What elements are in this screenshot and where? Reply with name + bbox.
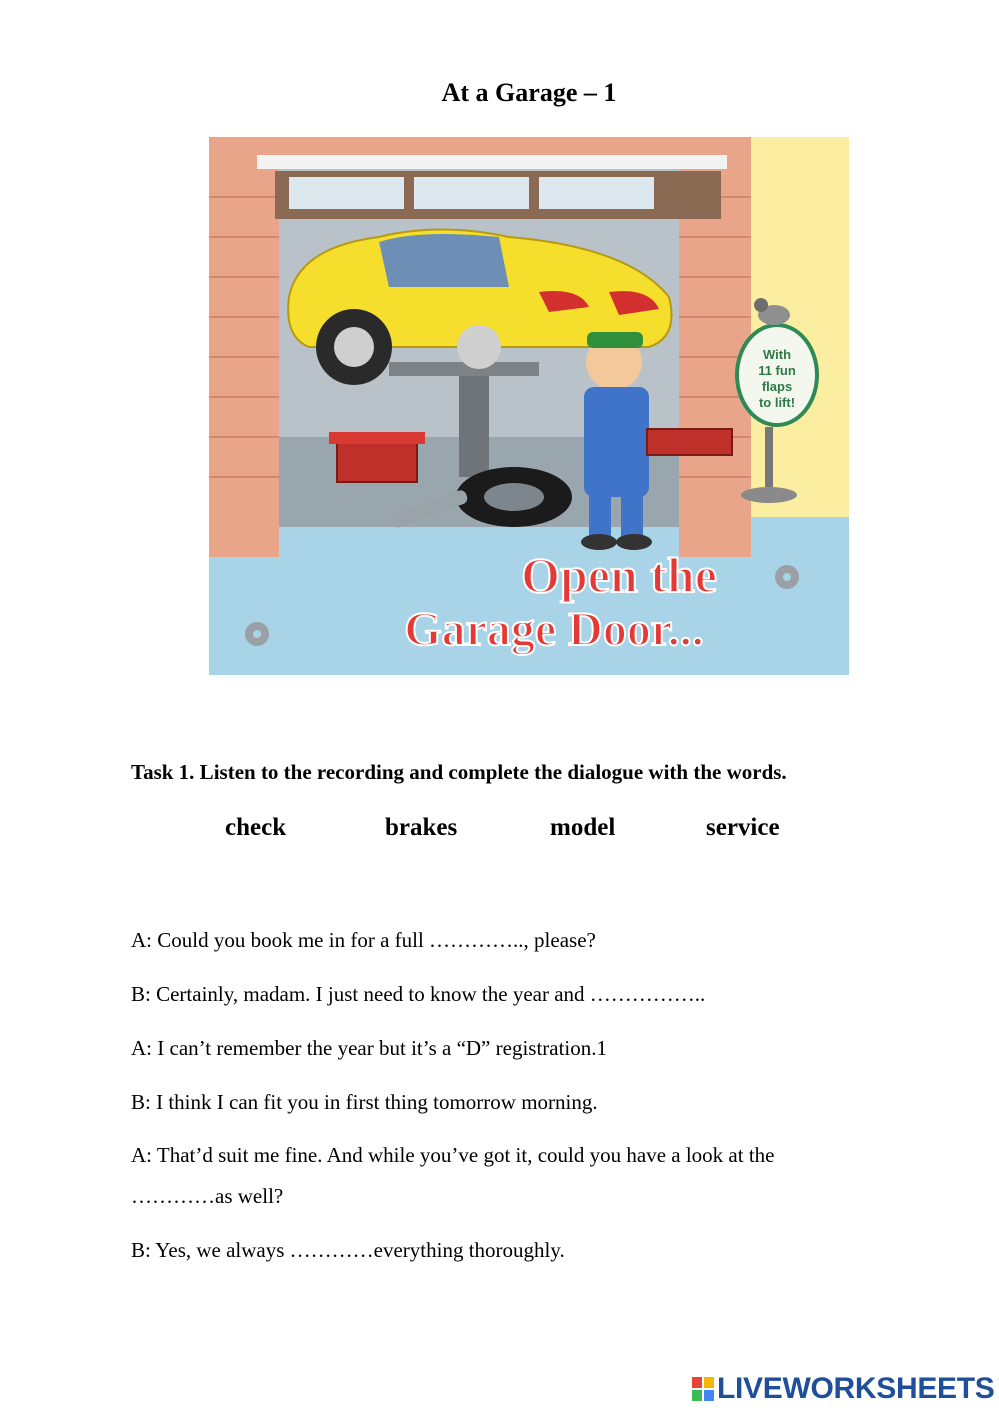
word-bank-item: service bbox=[706, 814, 780, 841]
garage-scene bbox=[209, 137, 849, 675]
sign-line-3: flaps bbox=[761, 379, 793, 394]
dialogue-line: A: That’d suit me fine. And while you’ve got it, could you have a look at the bbox=[131, 1143, 775, 1167]
cover-title-line-2: Garage Door... bbox=[404, 603, 704, 656]
sign-line-1: With bbox=[762, 347, 792, 362]
dialogue-line: B: Certainly, madam. I just need to know the year and …………….. bbox=[131, 982, 706, 1006]
word-bank-item: brakes bbox=[385, 814, 458, 841]
word-bank-item: model bbox=[550, 814, 616, 841]
dialogue-line: A: Could you book me in for a full ………….., please? bbox=[131, 928, 596, 952]
task-instruction: Task 1. Listen to the recording and complete the dialogue with the words. bbox=[131, 760, 787, 784]
dialogue-line: A: I can’t remember the year but it’s a “D” registration.1 bbox=[131, 1036, 608, 1060]
liveworksheets-icon bbox=[692, 1377, 714, 1401]
cover-title-line-1: Open the bbox=[521, 547, 717, 603]
dialogue-line: …………as well? bbox=[131, 1184, 284, 1208]
sign-line-4: to lift! bbox=[758, 395, 796, 410]
dialogue-line: B: Yes, we always …………everything thoroughly. bbox=[131, 1238, 565, 1262]
page-title: At a Garage – 1 bbox=[441, 78, 617, 107]
liveworksheets-logo bbox=[692, 1372, 995, 1406]
brand-name: LIVEWORKSHEETS bbox=[717, 1372, 995, 1405]
dialogue-line: B: I think I can fit you in first thing tomorrow morning. bbox=[131, 1090, 598, 1114]
book-cover-illustration bbox=[209, 137, 849, 675]
word-bank-item: check bbox=[225, 814, 287, 841]
sign-line-2: 11 fun bbox=[758, 363, 796, 378]
